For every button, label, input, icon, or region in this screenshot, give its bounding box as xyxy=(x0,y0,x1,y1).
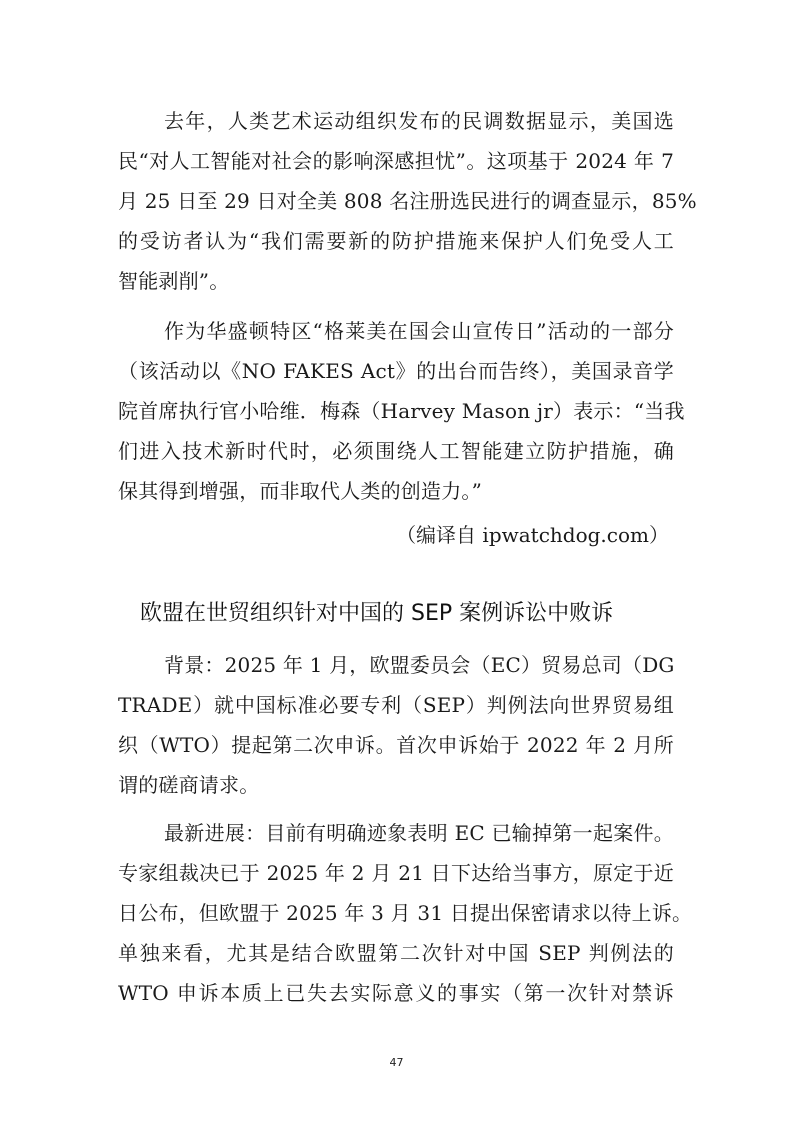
source-attribution: （编译自 ipwatchdog.com） xyxy=(396,523,669,547)
text-line: 日公布，但欧盟于 2025 年 3 月 31 日提出保密请求以待上诉。 xyxy=(118,901,693,925)
text-line: 专家组裁决已于 2025 年 2 月 21 日下达给当事方，原定于近 xyxy=(118,861,674,885)
text-line: 去年，人类艺术运动组织发布的民调数据显示，美国选 xyxy=(164,109,674,133)
page-number: 47 xyxy=(389,1056,404,1069)
text-line: 单独来看，尤其是结合欧盟第二次针对中国 SEP 判例法的 xyxy=(118,941,674,965)
text-line: 谓的磋商请求。 xyxy=(118,773,260,797)
text-line: 民“对人工智能对社会的影响深感担忧”。这项基于 2024 年 7 xyxy=(118,149,674,173)
text-line: 智能剥削”。 xyxy=(118,269,230,293)
text-line: 作为华盛顿特区“格莱美在国会山宣传日”活动的一部分 xyxy=(164,319,674,343)
text-line: 织（WTO）提起第二次申诉。首次申诉始于 2022 年 2 月所 xyxy=(118,733,674,757)
text-line: 的受访者认为“我们需要新的防护措施来保护人们免受人工 xyxy=(118,229,674,253)
text-line: 最新进展：目前有明确迹象表明 EC 已输掉第一起案件。 xyxy=(164,821,674,845)
text-line: 们进入技术新时代时，必须围绕人工智能建立防护措施，确 xyxy=(118,439,674,463)
text-line: 保其得到增强，而非取代人类的创造力。” xyxy=(118,479,483,503)
text-line: 背景：2025 年 1 月，欧盟委员会（EC）贸易总司（DG xyxy=(164,653,675,677)
text-line: （该活动以《NO FAKES Act》的出台而告终），美国录音学 xyxy=(118,359,674,383)
text-line: 院首席执行官小哈维．梅森（Harvey Mason jr）表示：“当我 xyxy=(118,399,685,423)
text-line: TRADE）就中国标准必要专利（SEP）判例法向世界贸易组 xyxy=(118,693,674,717)
text-line: WTO 申诉本质上已失去实际意义的事实（第一次针对禁诉 xyxy=(118,981,674,1005)
article-title: 欧盟在世贸组织针对中国的 SEP 案例诉讼中败诉 xyxy=(140,601,614,626)
text-line: 月 25 日至 29 日对全美 808 名注册选民进行的调查显示，85% xyxy=(118,189,697,213)
